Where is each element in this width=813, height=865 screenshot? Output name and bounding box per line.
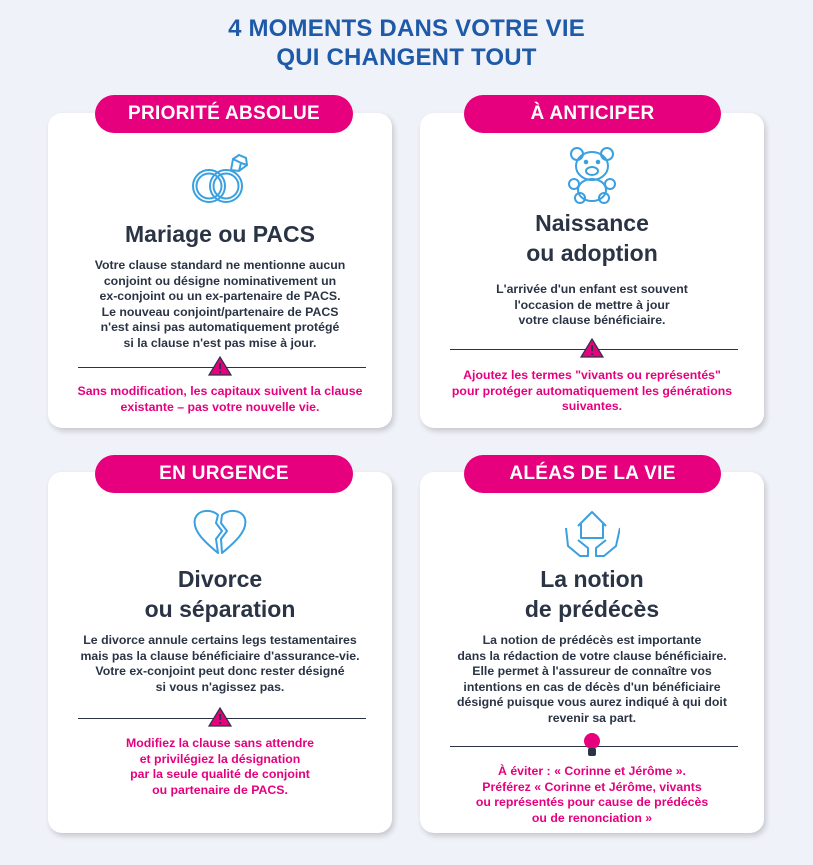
card-heading: Divorce ou séparation: [144, 566, 296, 622]
card-note: Modifiez la clause sans attendre et privilégiez la désignation par la seule qualité de conjoint ou partenaire de PACS.: [126, 736, 314, 797]
card-heading: Naissance ou adoption: [526, 210, 658, 266]
card-note: Ajoutez les termes "vivants ou représentés" pour protéger automatiquement les générations suivantes.: [451, 368, 733, 414]
card-mariage: [48, 113, 392, 428]
page-title: 4 MOMENTS DANS VOTRE VIE QUI CHANGENT TOUT: [228, 15, 585, 71]
broken-heart-icon: [48, 509, 392, 555]
teddy-bear-icon: [420, 146, 764, 204]
badge-a-anticiper: À ANTICIPER: [464, 95, 721, 133]
house-in-hands-icon: [420, 506, 764, 558]
card-note: À éviter : « Corinne et Jérôme ». Préférez « Corinne et Jérôme, vivants ou représentés pour cause de prédécès ou de renonciation »: [475, 764, 709, 825]
badge-priorite-absolue: PRIORITÉ ABSOLUE: [95, 95, 353, 133]
card-predeces: [420, 472, 764, 833]
card-heading: La notion de prédécès: [524, 566, 660, 622]
card-divorce: [48, 472, 392, 833]
card-body: Le divorce annule certains legs testamentaires mais pas la clause bénéficiaire d'assurance-vie. Votre ex-conjoint peut donc rester désigné si vous n'agissez pas.: [80, 633, 360, 694]
warning-icon: [208, 707, 232, 732]
badge-en-urgence: EN URGENCE: [95, 455, 353, 493]
card-body: La notion de prédécès est importante dans la rédaction de votre clause bénéficiaire. Elle permet à l'assureur de connaître vos intentions en cas de décès d'un bénéficiaire désigné puisque vous aurez indiqué à qui doit revenir sa part.: [457, 633, 727, 725]
warning-icon: [580, 338, 604, 363]
card-note: Sans modification, les capitaux suivent la clause existante – pas votre nouvelle vie.: [77, 384, 363, 414]
card-heading: Mariage ou PACS: [125, 221, 315, 247]
card-naissance: [420, 113, 764, 428]
wedding-rings-icon: [48, 151, 392, 207]
lightbulb-icon: [582, 732, 602, 763]
warning-icon: [208, 356, 232, 381]
card-body: L'arrivée d'un enfant est souvent l'occasion de mettre à jour votre clause bénéficiaire.: [496, 282, 688, 328]
card-body: Votre clause standard ne mentionne aucun conjoint ou désigne nominativement un ex-conjoint ou un ex-partenaire de PACS. Le nouveau conjoint/partenaire de PACS n'est ainsi pas automatiquement protégé si la clause n'est pas mise à jour.: [94, 258, 346, 350]
badge-aleas-de-la-vie: ALÉAS DE LA VIE: [464, 455, 721, 493]
